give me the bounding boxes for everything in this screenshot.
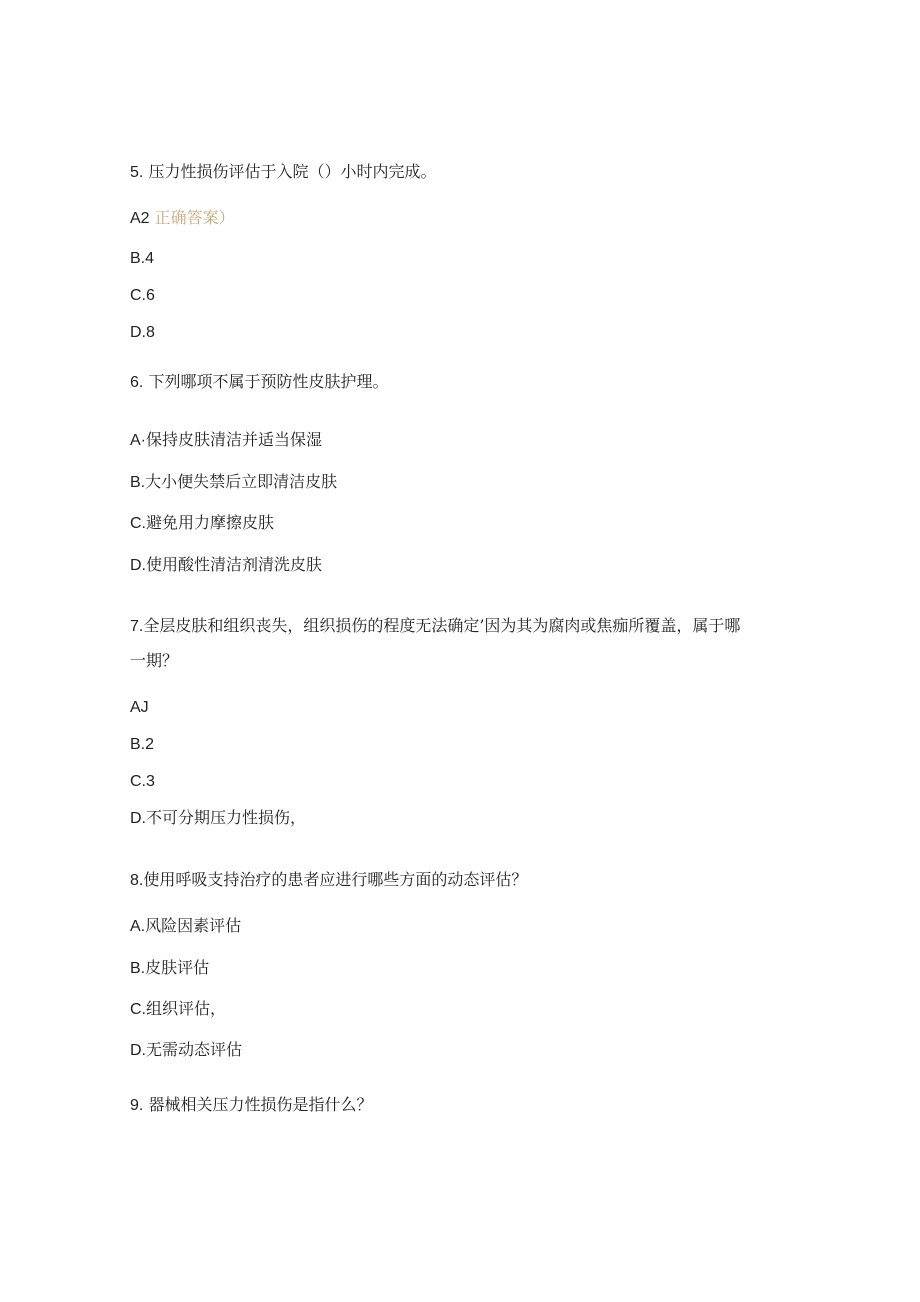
question-text: 使用呼吸支持治疗的患者应进行哪些方面的动态评估？ [143, 870, 528, 889]
option-text: 保持皮肤清洁并适当保湿 [146, 430, 323, 449]
option-a [130, 916, 241, 937]
question-5 [130, 162, 436, 183]
question-number: 7. [130, 618, 144, 635]
question-number: 6. [130, 374, 144, 391]
question-9 [130, 1095, 372, 1116]
option-b [130, 958, 209, 979]
option-text: 避免用力摩擦皮肤 [146, 513, 275, 532]
option-label: C. [130, 1001, 146, 1018]
option-label: C. [130, 515, 146, 532]
option-label: D. [130, 810, 146, 827]
option-label: AJ [130, 699, 149, 716]
question-text: 全层皮肤和组织丧失，组织损伤的程度无法确定’因为其为腐肉或焦痂所覆盖，属于哪 [143, 616, 741, 635]
option-label: B.2 [130, 736, 155, 753]
question-text: 器械相关压力性损伤是指什么？ [148, 1095, 373, 1114]
option-label: C.3 [130, 773, 155, 790]
option-c [130, 771, 155, 792]
question-6 [130, 372, 388, 393]
option-d [130, 808, 306, 829]
question-7 [130, 616, 740, 637]
option-label: D. [130, 557, 146, 574]
option-b [130, 734, 154, 755]
option-label: D.8 [130, 324, 155, 341]
option-d [130, 555, 322, 576]
question-text: 一期？ [130, 651, 179, 670]
option-text: 大小便失禁后立即清洁皮肤 [145, 472, 338, 491]
option-label: B.4 [130, 250, 155, 267]
question-number: 9. [130, 1097, 144, 1114]
option-c [130, 513, 274, 534]
option-label: B. [130, 474, 146, 491]
question-7-continuation [130, 651, 178, 671]
question-text: 下列哪项不属于预防性皮肤护理。 [148, 372, 389, 391]
option-label: B. [130, 960, 146, 977]
option-a [130, 208, 235, 229]
option-label: A· [130, 432, 146, 449]
option-a [130, 430, 322, 451]
option-text: 不可分期压力性损伤， [146, 808, 307, 827]
question-number: 5. [130, 164, 144, 181]
option-text: 皮肤评估 [145, 958, 210, 977]
question-text: 压力性损伤评估于入院（）小时内完成。 [148, 162, 437, 181]
option-label: A. [130, 918, 146, 935]
option-d [130, 1040, 242, 1061]
option-d [130, 322, 155, 343]
question-number: 8. [130, 872, 144, 889]
correct-answer-mark: 正确答案） [154, 208, 235, 227]
option-text: 使用酸性清洁剂清洗皮肤 [146, 555, 323, 574]
option-text: 风险因素评估 [145, 916, 242, 935]
option-text: 无需动态评估 [146, 1040, 243, 1059]
option-c [130, 999, 226, 1020]
option-label: C.6 [130, 287, 155, 304]
option-a [130, 697, 149, 718]
question-8 [130, 870, 527, 891]
option-label: A2 [130, 210, 150, 227]
option-label: D. [130, 1042, 146, 1059]
option-text: 组织评估， [146, 999, 227, 1018]
option-c [130, 285, 155, 306]
option-b [130, 472, 337, 493]
option-b [130, 248, 154, 269]
